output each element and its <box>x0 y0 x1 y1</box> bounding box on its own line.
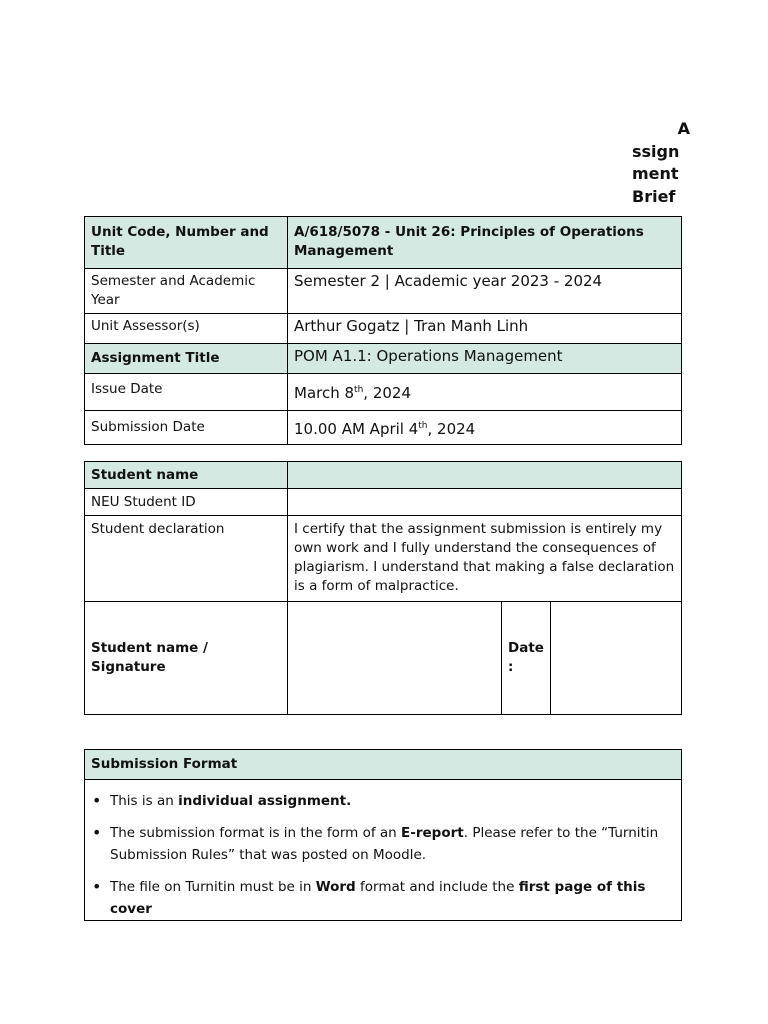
student-name-label: Student name <box>85 462 288 489</box>
heading-line-3: ment <box>632 164 679 183</box>
date-field[interactable] <box>551 602 682 715</box>
list-item <box>91 822 675 866</box>
student-id-field[interactable] <box>288 489 682 516</box>
submission-format-body-row <box>85 780 682 921</box>
unit-code-row <box>85 217 682 269</box>
date-label: Date : <box>502 602 551 715</box>
student-id-row <box>85 489 682 516</box>
bullet-3-bold-2: first page of this cover <box>110 879 646 917</box>
bullet-2-post: . Please refer to the “Turnitin Submission Rules” that was posted on Moodle. <box>110 825 659 863</box>
submission-format-header-row <box>85 750 682 780</box>
unit-code-value: A/618/5078 - Unit 26: Principles of Operations Management <box>288 217 682 269</box>
assignment-title-value: POM A1.1: Operations Management <box>288 344 682 374</box>
submission-date-sup: th <box>418 420 428 431</box>
bullet-2-bold: E-report <box>401 825 464 841</box>
submission-date-label: Submission Date <box>85 411 288 445</box>
semester-value: Semester 2 | Academic year 2023 - 2024 <box>288 269 682 314</box>
student-id-label: NEU Student ID <box>85 489 288 516</box>
unit-info-table <box>84 216 682 445</box>
bullet-1-bold: individual assignment. <box>178 793 352 809</box>
assessor-row <box>85 314 682 344</box>
issue-date-value <box>288 374 682 411</box>
student-table <box>84 461 682 715</box>
student-name-field[interactable] <box>288 462 682 489</box>
issue-date-row <box>85 374 682 411</box>
signature-field[interactable] <box>288 602 502 715</box>
submission-date-suffix: , 2024 <box>427 419 476 438</box>
submission-format-header: Submission Format <box>85 750 682 780</box>
submission-format-table <box>84 749 682 921</box>
issue-date-label: Issue Date <box>85 374 288 411</box>
assignment-brief-heading <box>632 118 690 208</box>
bullet-3-bold-1: Word <box>315 879 356 895</box>
submission-date-row <box>85 411 682 445</box>
submission-format-body <box>85 780 682 921</box>
issue-date-sup: th <box>354 385 364 395</box>
issue-date-suffix: , 2024 <box>363 384 411 402</box>
list-item <box>91 876 675 920</box>
submission-date-prefix: 10.00 AM April 4 <box>294 419 419 438</box>
assessor-label: Unit Assessor(s) <box>85 314 288 344</box>
semester-label: Semester and Academic Year <box>85 269 288 314</box>
declaration-label: Student declaration <box>85 516 288 602</box>
list-item <box>91 790 675 812</box>
bullet-1-pre: This is an <box>110 793 179 809</box>
submission-format-list <box>91 790 675 920</box>
signature-label: Student name / Signature <box>85 602 288 715</box>
declaration-text: I certify that the assignment submission is entirely my own work and I fully understand the consequences of plagiarism. I understand that making a false declaration is a form of malpractice. <box>288 516 682 602</box>
bullet-3-pre: The file on Turnitin must be in <box>110 879 316 895</box>
signature-row <box>85 602 682 715</box>
student-name-row <box>85 462 682 489</box>
heading-line-2: ssign <box>632 141 680 161</box>
assessor-value: Arthur Gogatz | Tran Manh Linh <box>288 314 682 344</box>
heading-line-4: Brief <box>632 186 676 206</box>
semester-row <box>85 269 682 314</box>
issue-date-prefix: March 8 <box>294 384 355 402</box>
declaration-row <box>85 516 682 602</box>
unit-code-label: Unit Code, Number and Title <box>85 217 288 269</box>
bullet-3-mid: format and include the <box>355 879 519 895</box>
heading-line-1: A <box>677 119 690 138</box>
submission-date-value <box>288 411 682 445</box>
assignment-title-label: Assignment Title <box>85 344 288 374</box>
bullet-2-pre: The submission format is in the form of an <box>110 825 402 841</box>
assignment-title-row <box>85 344 682 374</box>
